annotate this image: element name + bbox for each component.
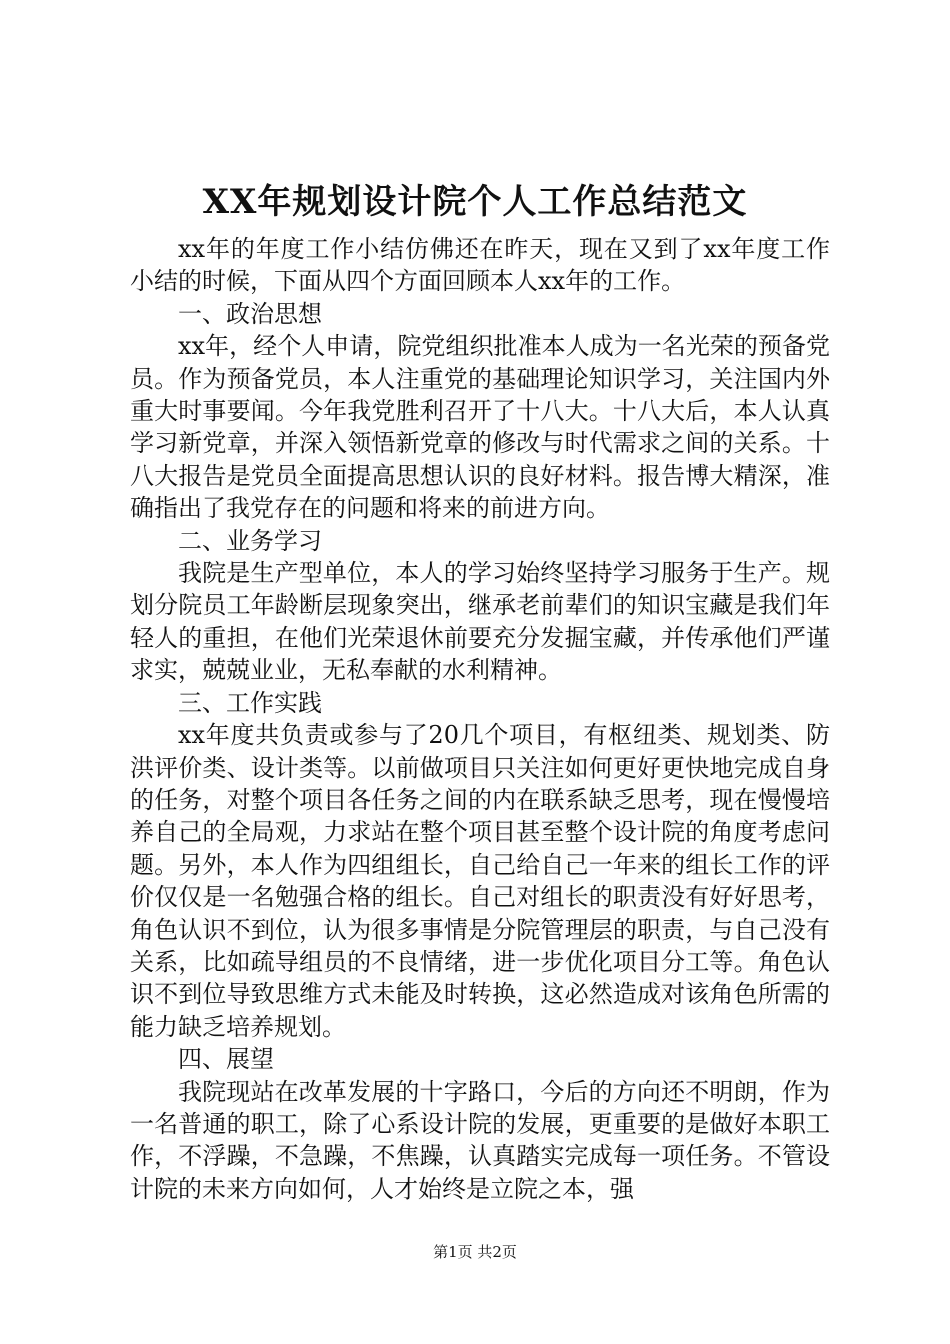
intro-paragraph: xx年的年度工作小结仿佛还在昨天，现在又到了xx年度工作小结的时候，下面从四个方面回顾本人xx年的工作。 (130, 235, 830, 296)
section-heading-politics: 一、政治思想 (178, 299, 322, 328)
practice-paragraph: xx年度共负责或参与了20几个项目，有枢纽类、规划类、防洪评价类、设计类等。以前做项目只关注如何更好更快地完成自身的任务，对整个项目各任务之间的内在联系缺乏思考，现在慢慢培养自己的全局观，力求站在整个项目甚至整个设计院的角度考虑问题。另外，本人作为四组组长，自己给自己一年来的组长工作的评价仅仅是一名勉强合格的组长。自己对组长的职责没有好好思考，角色认识不到位，认为很多事情是分院管理层的职责，与自己没有关系，比如疏导组员的不良情绪，进一步优化项目分工等。角色认识不到位导致思维方式未能及时转换，这必然造成对该角色所需的能力缺乏培养规划。 (130, 721, 830, 1041)
page-footer: 第1页 共2页 (433, 1243, 517, 1261)
politics-paragraph: xx年，经个人申请，院党组织批准本人成为一名光荣的预备党员。作为预备党员，本人注重党的基础理论知识学习，关注国内外重大时事要闻。今年我党胜利召开了十八大。十八大后，本人认真学习新党章，并深入领悟新党章的修改与时代需求之间的关系。十八大报告是党员全面提高思想认识的良好材料。报告博大精深，准确指出了我党存在的问题和将来的前进方向。 (130, 332, 830, 523)
study-paragraph: 我院是生产型单位，本人的学习始终坚持学习服务于生产。规划分院员工年龄断层现象突出，继承老前辈们的知识宝藏是我们年轻人的重担，在他们光荣退休前要充分发掘宝藏，并传承他们严谨求实，兢兢业业，无私奉献的水利精神。 (130, 559, 830, 685)
section-heading-practice: 三、工作实践 (178, 688, 322, 717)
document-body (130, 233, 830, 1205)
section-heading-outlook: 四、展望 (178, 1045, 274, 1074)
section-heading-study: 二、业务学习 (178, 526, 322, 555)
outlook-paragraph: 我院现站在改革发展的十字路口，今后的方向还不明朗，作为一名普通的职工，除了心系设计院的发展，更重要的是做好本职工作，不浮躁，不急躁，不焦躁，认真踏实完成每一项任务。不管设计院的未来方向如何，人才始终是立院之本，强 (130, 1077, 830, 1203)
document-title: XX年规划设计院个人工作总结范文 (202, 182, 748, 222)
